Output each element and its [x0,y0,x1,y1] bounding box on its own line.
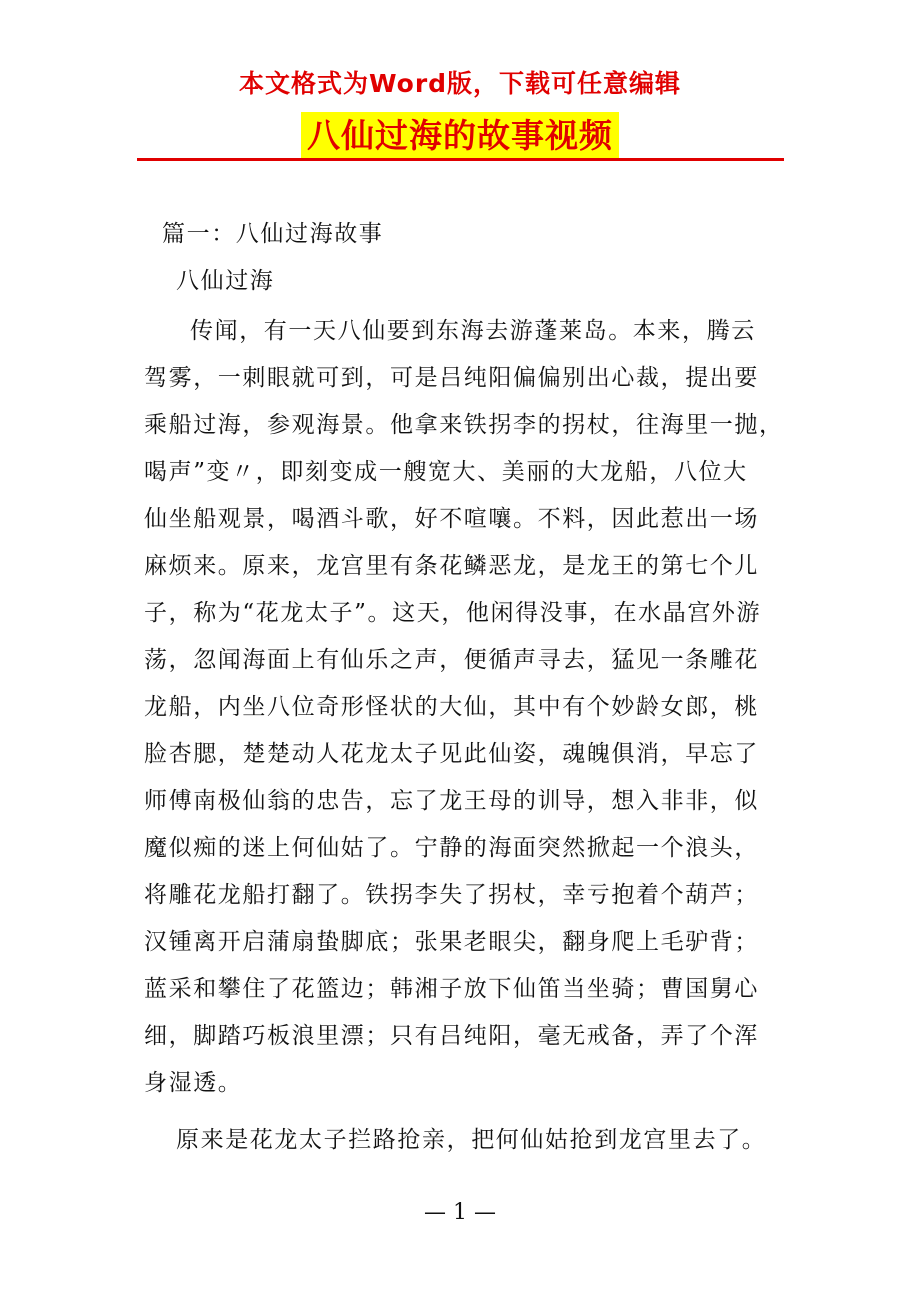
story-title: 八仙过海 [176,268,275,294]
paragraph-line: 细，脚踏巧板浪里漂；只有吕纯阳，毫无戒备，弄了个浑 [144,1023,759,1049]
paragraph-line: 仙坐船观景，喝酒斗歌，好不喧嚷。不料，因此惹出一场 [144,506,759,532]
page-number: — 1 — [424,1200,496,1225]
paragraph-line: 汉锺离开启蒲扇蛰脚底；张果老眼尖，翻身爬上毛驴背； [144,929,759,955]
paragraph-line: 驾雾，一刺眼就可到，可是吕纯阳偏偏别出心裁，提出要 [144,365,759,391]
paragraph-line: 蓝采和攀住了花篮边；韩湘子放下仙笛当坐骑；曹国舅心 [144,976,759,1002]
download-banner: 本文格式为Word版，下载可任意编辑 [238,69,682,98]
title-divider [137,158,784,161]
section-heading: 篇一：八仙过海故事 [162,221,384,247]
paragraph-line: 将雕花龙船打翻了。铁拐李失了拐杖，幸亏抱着个葫芦； [144,882,759,908]
paragraph-line: 子，称为“花龙太子”。这天，他闲得没事，在水晶宫外游 [144,600,762,626]
paragraph-line: 传闻，有一天八仙要到东海去游蓬莱岛。本来，腾云 [190,318,756,344]
paragraph-line: 身湿透。 [144,1070,243,1096]
paragraph-line: 龙船，内坐八位奇形怪状的大仙，其中有个妙龄女郎，桃 [144,694,759,720]
paragraph-line: 师傅南极仙翁的忠告，忘了龙王母的训导，想入非非，似 [144,788,759,814]
title-container [0,112,920,160]
paragraph-line: 魔似痴的迷上何仙姑了。宁静的海面突然掀起一个浪头， [144,835,759,861]
paragraph-line: 原来是花龙太子拦路抢亲，把何仙姑抢到龙宫里去了。 [176,1127,767,1153]
paragraph-line: 乘船过海，参观海景。他拿来铁拐李的拐杖，往海里一抛， [144,412,784,438]
paragraph-line: 脸杏腮，楚楚动人花龙太子见此仙姿，魂魄俱消，早忘了 [144,741,759,767]
paragraph-line: 麻烦来。原来，龙宫里有条花鳞恶龙，是龙王的第七个儿 [144,553,759,579]
paragraph-line: 喝声”变〃，即刻变成一艘宽大、美丽的大龙船，八位大 [144,459,748,485]
document-title: 八仙过海的故事视频 [301,112,619,160]
paragraph-line: 荡，忽闻海面上有仙乐之声，便循声寻去，猛见一条雕花 [144,647,759,673]
